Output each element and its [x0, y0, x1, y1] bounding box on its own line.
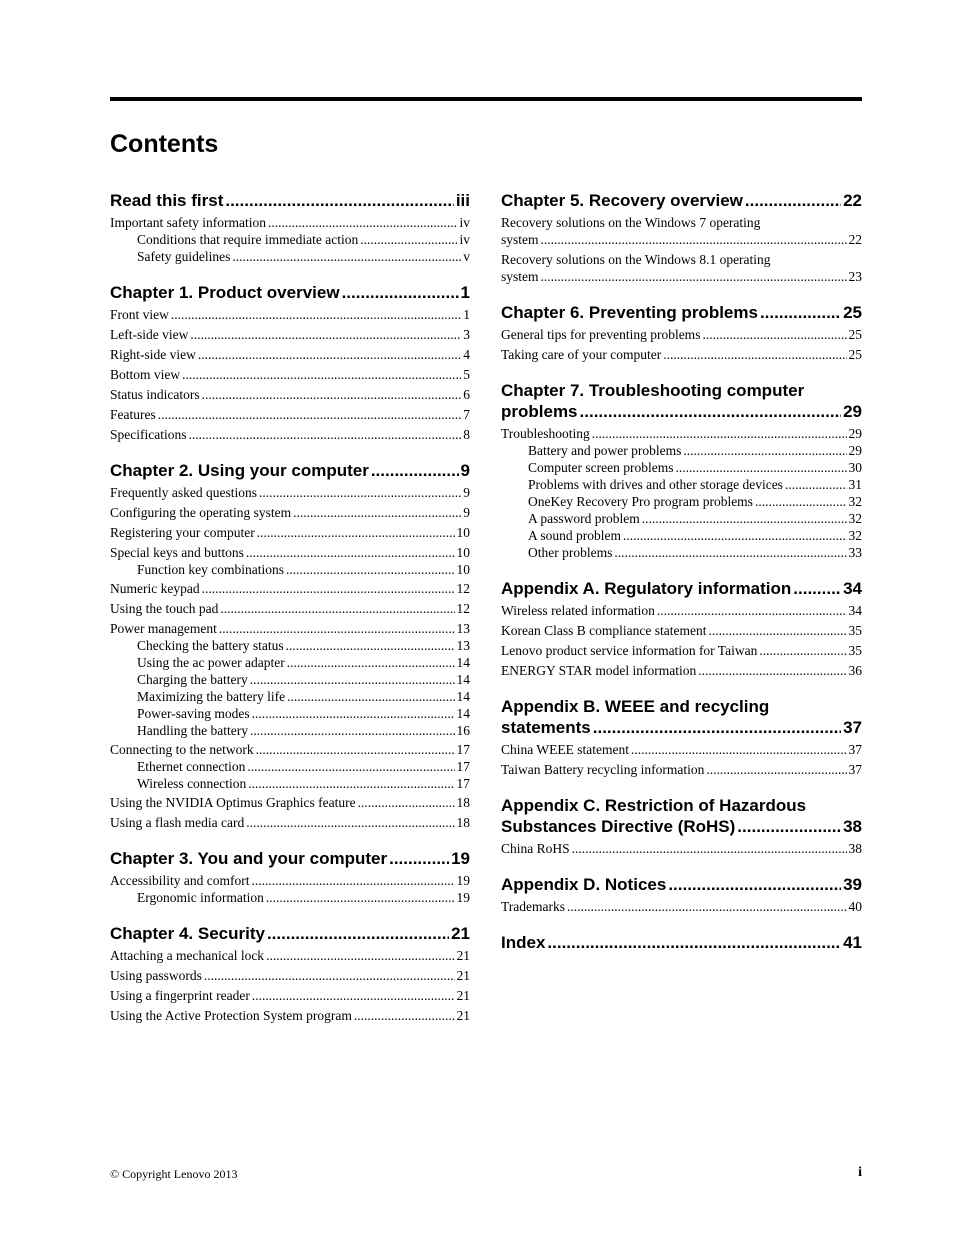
toc-heading-link[interactable]	[501, 696, 862, 738]
toc-heading: Appendix A. Regulatory information	[501, 579, 792, 598]
toc-entry-page: 29	[848, 426, 862, 441]
toc-entry-link[interactable]	[110, 426, 470, 443]
toc-entry-link[interactable]	[501, 544, 862, 561]
toc-entry-label: General tips for preventing problems	[501, 327, 701, 342]
toc-entry-link[interactable]	[110, 326, 470, 343]
toc-entry-label: A password problem	[528, 511, 640, 526]
dot-leader	[737, 816, 841, 837]
dot-leader	[683, 442, 846, 459]
dot-leader	[358, 794, 455, 811]
toc-entry-link[interactable]	[110, 231, 470, 248]
toc-entry-page: 32	[848, 511, 862, 526]
toc-entry-link[interactable]	[110, 967, 470, 984]
toc-entry-page: 16	[456, 723, 470, 738]
toc-entry-label: China WEEE statement	[501, 742, 629, 757]
page-number: i	[858, 1165, 862, 1180]
dot-leader	[204, 967, 455, 984]
toc-entry-link[interactable]	[501, 642, 862, 659]
toc-entry-label: Charging the battery	[137, 672, 248, 687]
toc-heading-link[interactable]	[501, 874, 862, 895]
toc-entry-page: 4	[463, 347, 470, 362]
toc-entry-label: Connecting to the network	[110, 742, 254, 757]
toc-entry-page: 18	[456, 795, 470, 810]
toc-entry-page: 22	[848, 232, 862, 247]
toc-section	[501, 795, 862, 857]
dot-leader	[580, 401, 842, 422]
toc-entry-line: Recovery solutions on the Windows 8.1 operating	[501, 252, 771, 267]
toc-entry-label: Accessibility and comfort	[110, 873, 250, 888]
toc-entry-page: 10	[456, 562, 470, 577]
toc-heading-link[interactable]	[110, 190, 470, 211]
toc-heading-link[interactable]	[501, 380, 862, 422]
toc-entry-link[interactable]	[110, 580, 470, 597]
toc-entry-page: 25	[848, 327, 862, 342]
toc-section	[110, 923, 470, 1024]
toc-entry-page: 18	[456, 815, 470, 830]
toc-entry-page: 14	[456, 689, 470, 704]
dot-leader	[286, 561, 455, 578]
toc-entry-label: China RoHS	[501, 841, 570, 856]
toc-entry-link[interactable]	[110, 600, 470, 617]
toc-entry-label: Conditions that require immediate action	[137, 232, 359, 247]
dot-leader	[354, 1007, 455, 1024]
toc-entry-label: Wireless connection	[137, 776, 247, 791]
toc-entry-link[interactable]	[110, 758, 470, 775]
dot-leader	[593, 717, 841, 738]
toc-entry-label: Bottom view	[110, 367, 181, 382]
toc-entry-page: 12	[456, 601, 470, 616]
toc-entry-link[interactable]	[110, 561, 470, 578]
toc-entry-page: v	[463, 249, 470, 264]
toc-heading-page: 34	[843, 579, 862, 598]
toc-entry-page: 17	[456, 742, 470, 757]
dot-leader	[785, 476, 847, 493]
dot-leader	[171, 306, 461, 323]
toc-entry-label: ENERGY STAR model information	[501, 663, 697, 678]
toc-entry-label: Taking care of your computer	[501, 347, 662, 362]
toc-entry-page: 14	[456, 672, 470, 687]
dot-leader	[251, 872, 454, 889]
toc-entry-page: 36	[848, 663, 862, 678]
toc-entry-link[interactable]	[501, 442, 862, 459]
toc-entry-link[interactable]	[501, 459, 862, 476]
toc-entry-label: Troubleshooting	[501, 426, 590, 441]
dot-leader	[745, 190, 841, 211]
toc-entry-page: 3	[463, 327, 470, 342]
dot-leader	[268, 214, 458, 231]
toc-entry-page: 17	[456, 759, 470, 774]
toc-entry-link[interactable]	[110, 406, 470, 423]
toc-entry-link[interactable]	[110, 671, 470, 688]
toc-heading-page: 21	[451, 924, 470, 943]
toc-entry-page: iv	[459, 232, 470, 247]
dot-leader	[623, 527, 847, 544]
toc-entry-link[interactable]	[501, 493, 862, 510]
dot-leader	[266, 889, 455, 906]
dot-leader	[248, 775, 454, 792]
dot-leader	[257, 524, 455, 541]
dot-leader	[572, 840, 847, 857]
toc-entry-label: Wireless related information	[501, 603, 655, 618]
toc-entry-label: Using a fingerprint reader	[110, 988, 250, 1003]
toc-heading-link[interactable]	[110, 848, 470, 869]
toc-section	[501, 932, 862, 953]
dot-leader	[675, 459, 846, 476]
dot-leader	[182, 366, 461, 383]
dot-leader	[668, 874, 841, 895]
toc-entry-page: 9	[463, 505, 470, 520]
toc-entry-link[interactable]	[110, 947, 470, 964]
toc-entry-label: Using the ac power adapter	[137, 655, 285, 670]
toc-entry-link[interactable]	[110, 346, 470, 363]
toc-heading-line: Chapter 7. Troubleshooting computer	[501, 381, 805, 400]
toc-entry-page: 21	[456, 948, 470, 963]
dot-leader	[547, 932, 841, 953]
dot-leader	[342, 282, 459, 303]
dot-leader	[266, 947, 454, 964]
toc-entry-page: 19	[456, 873, 470, 888]
toc-entry-label: Safety guidelines	[137, 249, 231, 264]
dot-leader	[287, 654, 455, 671]
toc-entry-label: Power management	[110, 621, 217, 636]
toc-entry-label: Trademarks	[501, 899, 565, 914]
toc-entry-link[interactable]	[110, 705, 470, 722]
dot-leader	[708, 622, 846, 639]
toc-entry-page: 10	[456, 545, 470, 560]
toc-entry-page: 17	[456, 776, 470, 791]
toc-section	[501, 302, 862, 363]
toc-entry-link[interactable]	[110, 872, 470, 889]
toc-entry-page: 37	[848, 762, 862, 777]
dot-leader	[631, 741, 847, 758]
toc-entry-page: 33	[848, 545, 862, 560]
dot-leader	[158, 406, 462, 423]
copyright-notice: © Copyright Lenovo 2013	[110, 1167, 238, 1181]
toc-heading: statements	[501, 718, 591, 737]
toc-entry-link[interactable]	[110, 741, 470, 758]
toc-entry-label: Function key combinations	[137, 562, 284, 577]
toc-heading-link[interactable]	[501, 302, 862, 323]
toc-section	[110, 460, 470, 831]
dot-leader	[706, 761, 846, 778]
toc-heading: Chapter 4. Security	[110, 924, 265, 943]
toc-left-column	[110, 190, 470, 1041]
dot-leader	[702, 326, 846, 343]
toc-entry-label: Numeric keypad	[110, 581, 200, 596]
toc-entry-link[interactable]	[110, 889, 470, 906]
toc-entry-link[interactable]	[110, 504, 470, 521]
toc-entry-label: system	[501, 232, 539, 247]
toc-entry-label: Using the NVIDIA Optimus Graphics feature	[110, 795, 356, 810]
toc-entry-label: Power-saving modes	[137, 706, 250, 721]
toc-entry-page: 37	[848, 742, 862, 757]
toc-entry-link[interactable]	[110, 214, 470, 231]
toc-entry-page: 1	[463, 307, 470, 322]
toc-entry-label: Frequently asked questions	[110, 485, 257, 500]
toc-entry-link[interactable]	[501, 476, 862, 493]
toc-right-column	[501, 190, 862, 970]
dot-leader	[389, 848, 449, 869]
dot-leader	[267, 923, 449, 944]
dot-leader	[360, 231, 457, 248]
toc-entry-link[interactable]	[501, 251, 862, 285]
toc-heading: Chapter 1. Product overview	[110, 283, 340, 302]
toc-entry-link[interactable]	[501, 898, 862, 915]
dot-leader	[220, 600, 454, 617]
dot-leader	[567, 898, 847, 915]
toc-entry-page: 9	[463, 485, 470, 500]
toc-entry-label: Specifications	[110, 427, 187, 442]
toc-entry-link[interactable]	[501, 527, 862, 544]
toc-section	[501, 578, 862, 679]
toc-entry-page: iv	[459, 215, 470, 230]
toc-entry-label: Maximizing the battery life	[137, 689, 286, 704]
toc-entry-label: Battery and power problems	[528, 443, 682, 458]
toc-entry-link[interactable]	[110, 620, 470, 637]
toc-entry-label: Using passwords	[110, 968, 202, 983]
dot-leader	[198, 346, 461, 363]
toc-entry-page: 35	[848, 623, 862, 638]
toc-entry-link[interactable]	[501, 761, 862, 778]
toc-entry-label: system	[501, 269, 539, 284]
toc-entry-label: A sound problem	[528, 528, 621, 543]
toc-section	[110, 848, 470, 906]
dot-leader	[793, 578, 841, 599]
toc-entry-link[interactable]	[110, 484, 470, 501]
toc-entry-link[interactable]	[110, 524, 470, 541]
toc-entry-link[interactable]	[110, 722, 470, 739]
toc-entry-page: 7	[463, 407, 470, 422]
toc-heading-page: 39	[843, 875, 862, 894]
toc-entry-label: OneKey Recovery Pro program problems	[528, 494, 753, 509]
toc-entry-page: 38	[848, 841, 862, 856]
toc-heading-page: 29	[843, 402, 862, 421]
toc-entry-page: 29	[848, 443, 862, 458]
toc-entry-label: Checking the battery status	[137, 638, 284, 653]
toc-entry-link[interactable]	[501, 214, 862, 248]
toc-entry-link[interactable]	[501, 662, 862, 679]
toc-section	[501, 380, 862, 561]
toc-heading-page: 1	[460, 283, 470, 302]
top-rule	[110, 97, 862, 101]
dot-leader	[246, 544, 455, 561]
toc-entry-label: Important safety information	[110, 215, 266, 230]
toc-entry-link[interactable]	[501, 622, 862, 639]
page-title: Contents	[110, 130, 219, 158]
dot-leader	[642, 510, 847, 527]
toc-heading-link[interactable]	[501, 932, 862, 953]
dot-leader	[247, 758, 454, 775]
toc-heading-line: Appendix C. Restriction of Hazardous	[501, 796, 807, 815]
toc-entry-page: 10	[456, 525, 470, 540]
toc-entry-label: Lenovo product service information for Taiwan	[501, 643, 758, 658]
toc-entry-label: Configuring the operating system	[110, 505, 292, 520]
dot-leader	[614, 544, 846, 561]
toc-entry-link[interactable]	[110, 248, 470, 265]
toc-entry-page: 21	[456, 988, 470, 1003]
toc-entry-page: 19	[456, 890, 470, 905]
toc-entry-page: 31	[848, 477, 862, 492]
dot-leader	[202, 386, 462, 403]
toc-entry-link[interactable]	[501, 425, 862, 442]
toc-entry-link[interactable]	[110, 814, 470, 831]
toc-entry-link[interactable]	[110, 987, 470, 1004]
dot-leader	[232, 248, 461, 265]
toc-heading: Substances Directive (RoHS)	[501, 817, 736, 836]
toc-entry-label: Handling the battery	[137, 723, 248, 738]
dot-leader	[541, 231, 847, 248]
dot-leader	[252, 987, 455, 1004]
toc-entry-label: Left-side view	[110, 327, 189, 342]
toc-entry-page: 5	[463, 367, 470, 382]
toc-entry-page: 25	[848, 347, 862, 362]
toc-entry-page: 13	[456, 638, 470, 653]
toc-section	[501, 874, 862, 915]
toc-entry-page: 12	[456, 581, 470, 596]
toc-entry-link[interactable]	[501, 510, 862, 527]
dot-leader	[225, 190, 453, 211]
toc-entry-label: Using the Active Protection System program	[110, 1008, 352, 1023]
toc-section	[501, 696, 862, 778]
toc-entry-page: 21	[456, 1008, 470, 1023]
dot-leader	[250, 722, 455, 739]
toc-heading: Read this first	[110, 191, 224, 210]
toc-heading: Chapter 6. Preventing problems	[501, 303, 758, 322]
dot-leader	[202, 580, 455, 597]
toc-entry-link[interactable]	[110, 688, 470, 705]
toc-heading: Appendix D. Notices	[501, 875, 667, 894]
toc-entry-label: Status indicators	[110, 387, 200, 402]
dot-leader	[698, 662, 846, 679]
dot-leader	[246, 814, 454, 831]
toc-heading: Chapter 2. Using your computer	[110, 461, 369, 480]
toc-entry-page: 32	[848, 494, 862, 509]
toc-entry-page: 34	[848, 603, 862, 618]
toc-entry-page: 8	[463, 427, 470, 442]
toc-heading-page: 25	[843, 303, 862, 322]
toc-heading-page: iii	[455, 191, 470, 210]
toc-entry-link[interactable]	[501, 602, 862, 619]
toc-entry-page: 30	[848, 460, 862, 475]
dot-leader	[592, 425, 847, 442]
toc-entry-link[interactable]	[501, 741, 862, 758]
toc-heading-link[interactable]	[501, 578, 862, 599]
toc-entry-link[interactable]	[110, 306, 470, 323]
toc-entry-page: 35	[848, 643, 862, 658]
dot-leader	[371, 460, 459, 481]
toc-entry-page: 13	[456, 621, 470, 636]
toc-entry-label: Right-side view	[110, 347, 196, 362]
toc-entry-label: Using a flash media card	[110, 815, 245, 830]
dot-leader	[541, 268, 847, 285]
toc-entry-link[interactable]	[501, 346, 862, 363]
dot-leader	[293, 504, 461, 521]
toc-heading-page: 19	[451, 849, 470, 868]
dot-leader	[256, 741, 455, 758]
dot-leader	[259, 484, 461, 501]
toc-entry-label: Ethernet connection	[137, 759, 246, 774]
toc-heading-link[interactable]	[501, 190, 862, 211]
toc-entry-line: Recovery solutions on the Windows 7 operating	[501, 215, 761, 230]
toc-entry-link[interactable]	[110, 544, 470, 561]
toc-heading: Index	[501, 933, 546, 952]
toc-heading: Chapter 3. You and your computer	[110, 849, 388, 868]
toc-entry-link[interactable]	[110, 366, 470, 383]
toc-entry-label: Computer screen problems	[528, 460, 674, 475]
dot-leader	[190, 326, 461, 343]
dot-leader	[252, 705, 455, 722]
toc-entry-page: 21	[456, 968, 470, 983]
toc-entry-link[interactable]	[110, 775, 470, 792]
toc-section	[501, 190, 862, 285]
toc-heading-link[interactable]	[110, 923, 470, 944]
toc-entry-label: Features	[110, 407, 156, 422]
toc-entry-page: 32	[848, 528, 862, 543]
toc-entry-link[interactable]	[501, 840, 862, 857]
toc-heading-page: 37	[843, 718, 862, 737]
toc-section	[110, 282, 470, 443]
dot-leader	[755, 493, 847, 510]
toc-entry-page: 23	[848, 269, 862, 284]
toc-entry-label: Registering your computer	[110, 525, 255, 540]
toc-heading-link[interactable]	[110, 460, 470, 481]
toc-heading-page: 41	[843, 933, 862, 952]
toc-entry-label: Front view	[110, 307, 169, 322]
dot-leader	[188, 426, 461, 443]
toc-entry-page: 14	[456, 706, 470, 721]
toc-entry-label: Korean Class B compliance statement	[501, 623, 707, 638]
toc-entry-page: 40	[848, 899, 862, 914]
toc-heading-line: Appendix B. WEEE and recycling	[501, 697, 770, 716]
toc-heading-link[interactable]	[110, 282, 470, 303]
toc-entry-link[interactable]	[110, 794, 470, 811]
toc-entry-link[interactable]	[110, 386, 470, 403]
toc-entry-link[interactable]	[501, 326, 862, 343]
toc-heading-page: 38	[843, 817, 862, 836]
dot-leader	[760, 302, 841, 323]
toc-entry-label: Ergonomic information	[137, 890, 264, 905]
toc-entry-label: Other problems	[528, 545, 613, 560]
toc-entry-label: Taiwan Battery recycling information	[501, 762, 705, 777]
toc-entry-label: Problems with drives and other storage devices	[528, 477, 783, 492]
toc-heading-page: 9	[460, 461, 470, 480]
dot-leader	[250, 671, 455, 688]
dot-leader	[219, 620, 455, 637]
toc-entry-page: 14	[456, 655, 470, 670]
dot-leader	[286, 637, 455, 654]
dot-leader	[663, 346, 846, 363]
toc-entry-label: Special keys and buttons	[110, 545, 244, 560]
toc-heading: Chapter 5. Recovery overview	[501, 191, 743, 210]
toc-entry-link[interactable]	[110, 1007, 470, 1024]
toc-entry-page: 6	[463, 387, 470, 402]
toc-heading-link[interactable]	[501, 795, 862, 837]
toc-entry-link[interactable]	[110, 654, 470, 671]
toc-entry-label: Using the touch pad	[110, 601, 219, 616]
dot-leader	[287, 688, 454, 705]
dot-leader	[657, 602, 847, 619]
toc-heading: problems	[501, 402, 578, 421]
dot-leader	[759, 642, 846, 659]
toc-heading-page: 22	[843, 191, 862, 210]
toc-entry-link[interactable]	[110, 637, 470, 654]
toc-entry-label: Attaching a mechanical lock	[110, 948, 265, 963]
toc-section	[110, 190, 470, 265]
